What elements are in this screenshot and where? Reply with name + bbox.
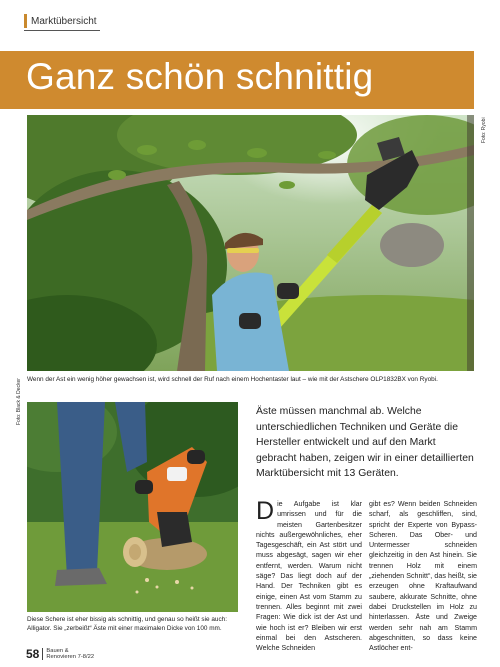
caption-left-photo: Diese Schere ist eher bissig als schnittig, und genau so heißt sie auch: Alligator. Sie „zerbeißt“ Äste mit einer maximalen Dicke von 100 mm. [27,616,227,632]
pole-pruner-photo [27,115,474,371]
photo-credit-left: Foto: Black & Decker [16,378,22,425]
magazine-name [46,648,94,660]
photo-credit-top: Foto: Ryobi [481,117,487,143]
magazine-line-1: Bauen & [46,647,69,654]
page-number: 58 [26,647,40,661]
section-label: Marktübersicht [31,15,97,27]
lead-paragraph: Äste müssen manchmal ab. Welche unterschiedlichen Techniken und Geräte die Hersteller entwickelt und auf den Markt gebracht haben, zeigen wir in einer detaillierten Marktübersicht mit 13 Geräten. [256,406,474,480]
section-tag [24,14,97,28]
footer-divider [42,648,43,660]
section-accent-bar [24,14,27,28]
body-column-1-text: ie Aufgabe ist klar umrissen und für die meisten Gartenbesitzer nichts außergewöhnliches, eher Tagesgeschäft, ein Ast stört und muss abgesägt, sagen wir eher entfernt, werden. Warum nicht säge? Das liegt doch auf der Hand. Der Techniken gibt es einige, einen Ast vom Stamm zu trennen. Alles beginnt mit zwei Fragen: Wie dick ist der Ast und wie hoch ist er? Bleiben wir erst einmal bei den Astscheren. Welche Schneiden [256,500,362,653]
page-title: Ganz schön schnittig [26,56,374,97]
page-footer [26,647,94,661]
body-column-1 [256,499,362,653]
drop-cap: D [256,497,275,525]
magazine-line-2: Renovieren 7-8/22 [46,654,95,660]
caption-top-photo: Wenn der Ast ein wenig höher gewachsen ist, wird schnell der Ruf nach einem Hochentaster laut – wie mit der Astschere OLP1832BX von Ryobi. [27,376,438,383]
alligator-saw-photo [27,402,238,612]
section-rule [24,30,100,31]
body-column-2: gibt es? Wenn beiden Schneiden scharf, als geschliffen, sind, spricht der Experte von Bypass-Scheren. Das Ober- und Untermesser schneiden gleichzeitig in den Ast hinein. Sie trennen Holz mit einem „ziehenden Schnitt“, das heißt, sie erzeugen ohne Kraftaufwand saubere, akkurate Schnitte, ohne dabei Druckstellen im Holz zu hinterlassen. Äste und Zweige werden sehr nah am Stamm abgeschnitten, so dass keine Astlöcher ent- [369,500,477,653]
